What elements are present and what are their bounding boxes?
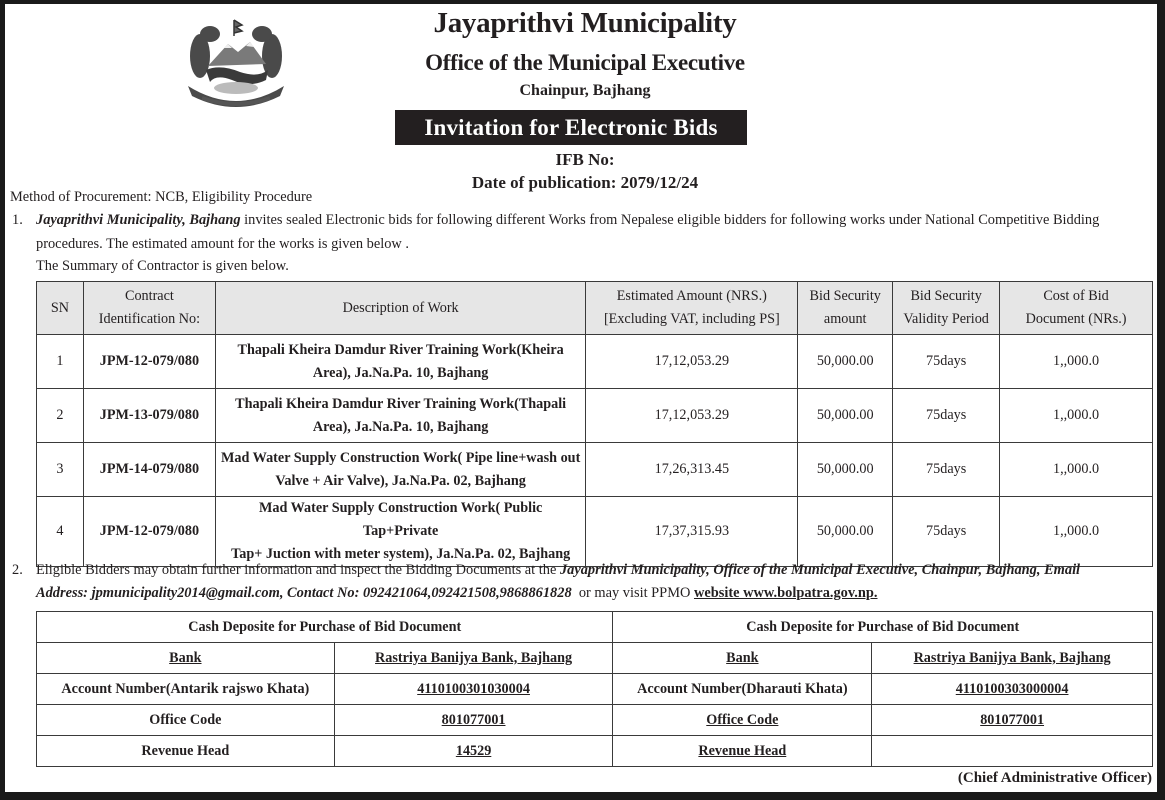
cell-estimated-amount: 17,26,313.45 [586, 443, 798, 497]
deposit-office-code-row [37, 705, 1153, 736]
table-row [37, 497, 1153, 567]
clause-1-number: 1. [12, 212, 23, 228]
deposit-account-row [37, 674, 1153, 705]
cell-estimated-amount: 17,12,053.29 [586, 335, 798, 389]
works-table [36, 281, 1153, 567]
notice-page [5, 4, 1157, 792]
clause-2-line-2: Address: jpmunicipality2014@gmail.com, Contact No: 092421064,092421508,9868861828 or may visit PPMO website www.bolpatra.gov.np. [36, 585, 878, 601]
municipality-name: Jayaprithvi Municipality, Bajhang [36, 212, 241, 228]
office-location: Chainpur, Bajhang [519, 82, 651, 99]
cell-sn: 3 [37, 443, 84, 497]
cell-estimated-amount: 17,37,315.93 [586, 497, 798, 567]
deposit-revenue-row [37, 736, 1153, 767]
clause-2-line-1: Eligible Bidders may obtain further information and inspect the Bidding Documents at the Jayaprithvi Municipality, Office of the Municipal Executive, Chainpur, Bajhang, Email [36, 562, 1081, 578]
left-bank-value: Rastriya Banijya Bank, Bajhang [334, 643, 613, 674]
clause-1-line-1 [36, 212, 1099, 229]
office-address: Jayaprithvi Municipality, Office of the Municipal Executive, Chainpur, Bajhang, Email [559, 562, 1081, 578]
procurement-method: Method of Procurement: NCB, Eligibility Procedure [10, 189, 313, 205]
header-cost-of-document: Cost of Bid Document (NRs.) [1000, 282, 1153, 335]
office-title: Office of the Municipal Executive [425, 50, 745, 75]
cell-sn: 2 [37, 389, 84, 443]
cell-description: Thapali Kheira Damdur River Training Work(Thapali Area), Ja.Na.Pa. 10, Bajhang [215, 389, 586, 443]
header-validity-period: Bid Security Validity Period [893, 282, 1000, 335]
cell-cost: 1,,000.0 [1000, 335, 1153, 389]
cell-bid-security: 50,000.00 [798, 335, 893, 389]
header-contract-id: Contract Identification No: [83, 282, 215, 335]
cell-validity: 75days [893, 389, 1000, 443]
signature-line: (Chief Administrative Officer) [957, 770, 1152, 786]
right-account-value: 4110100303000004 [872, 674, 1153, 705]
bolpatra-website-link[interactable]: website www.bolpatra.gov.np. [693, 585, 878, 601]
right-office-code-label: Office Code [613, 705, 872, 736]
cell-validity: 75days [893, 497, 1000, 567]
cell-sn: 4 [37, 497, 84, 567]
right-account-label: Account Number(Dharauti Khata) [613, 674, 872, 705]
clause-2-number: 2. [12, 562, 23, 578]
cell-description: Mad Water Supply Construction Work( Pipe line+wash out Valve + Air Valve), Ja.Na.Pa. 02, Bajhang [215, 443, 586, 497]
right-bank-value: Rastriya Banijya Bank, Bajhang [872, 643, 1153, 674]
cell-bid-security: 50,000.00 [798, 389, 893, 443]
left-deposit-title: Cash Deposite for Purchase of Bid Document [37, 612, 613, 643]
cell-cost: 1,,000.0 [1000, 443, 1153, 497]
cell-validity: 75days [893, 443, 1000, 497]
cell-validity: 75days [893, 335, 1000, 389]
left-account-value: 4110100301030004 [334, 674, 613, 705]
table-header-row [37, 282, 1153, 335]
nepal-government-emblem-icon [180, 16, 292, 112]
header-sn: SN [37, 282, 84, 335]
clause-1-line-2: procedures. The estimated amount for the works is given below . [36, 236, 409, 252]
right-office-code-value: 801077001 [872, 705, 1153, 736]
left-office-code-value: 801077001 [334, 705, 613, 736]
cell-cost: 1,,000.0 [1000, 497, 1153, 567]
cell-description: Mad Water Supply Construction Work( Public Tap+Private Tap+ Juction with meter system), Ja.Na.Pa. 02, Bajhang [215, 497, 586, 567]
deposit-bank-row [37, 643, 1153, 674]
cell-estimated-amount: 17,12,053.29 [586, 389, 798, 443]
right-revenue-value [872, 736, 1153, 767]
left-account-label: Account Number(Antarik rajswo Khata) [37, 674, 335, 705]
cell-cost: 1,,000.0 [1000, 389, 1153, 443]
cell-contract-id: JPM-12-079/080 [83, 335, 215, 389]
contact-details: Address: jpmunicipality2014@gmail.com, Contact No: 092421064,092421508,9868861828 [36, 585, 572, 601]
cell-description: Thapali Kheira Damdur River Training Work(Kheira Area), Ja.Na.Pa. 10, Bajhang [215, 335, 586, 389]
cell-contract-id: JPM-12-079/080 [83, 497, 215, 567]
header-estimated-amount: Estimated Amount (NRS.) [Excluding VAT, including PS] [586, 282, 798, 335]
left-office-code-label: Office Code [37, 705, 335, 736]
deposit-title-row [37, 612, 1153, 643]
cash-deposit-table [36, 611, 1153, 767]
notice-banner: Invitation for Electronic Bids [395, 110, 747, 145]
ifb-number: IFB No: [555, 150, 615, 169]
cell-contract-id: JPM-14-079/080 [83, 443, 215, 497]
cell-contract-id: JPM-13-079/080 [83, 389, 215, 443]
table-row [37, 335, 1153, 389]
header-bid-security: Bid Security amount [798, 282, 893, 335]
left-revenue-value: 14529 [334, 736, 613, 767]
header-description: Description of Work [215, 282, 586, 335]
right-bank-label: Bank [613, 643, 872, 674]
left-bank-label: Bank [37, 643, 335, 674]
right-deposit-title: Cash Deposite for Purchase of Bid Document [613, 612, 1153, 643]
organization-title: Jayaprithvi Municipality [433, 7, 737, 39]
cell-sn: 1 [37, 335, 84, 389]
left-revenue-label: Revenue Head [37, 736, 335, 767]
clause-1-text: invites sealed Electronic bids for following different Works from Nepalese eligible bidders for following works under National Competitive Bidding [240, 212, 1100, 228]
cell-bid-security: 50,000.00 [798, 443, 893, 497]
right-revenue-label: Revenue Head [613, 736, 872, 767]
publication-date: Date of publication: 2079/12/24 [471, 173, 699, 192]
clause-1-line-3: The Summary of Contractor is given below. [36, 258, 289, 274]
table-row [37, 389, 1153, 443]
cell-bid-security: 50,000.00 [798, 497, 893, 567]
table-row [37, 443, 1153, 497]
